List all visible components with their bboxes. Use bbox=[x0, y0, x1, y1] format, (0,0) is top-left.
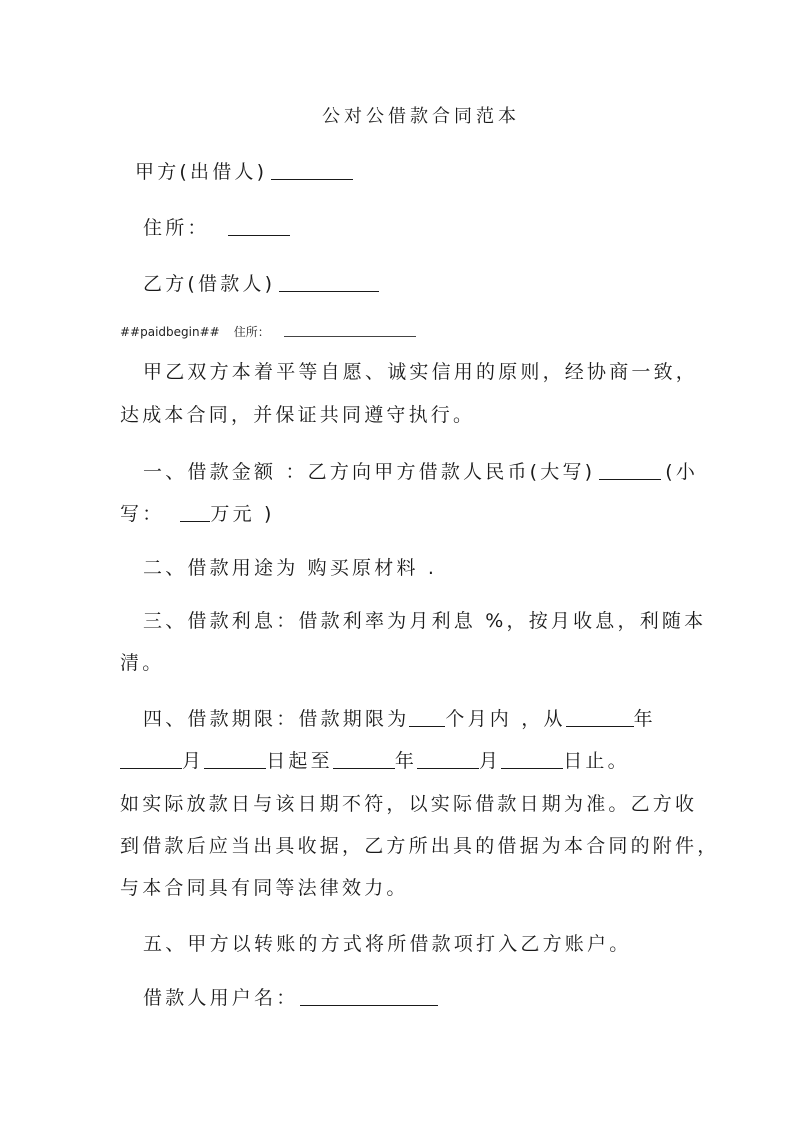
clause3-line-2: 清。 bbox=[120, 652, 165, 674]
end-day-blank[interactable] bbox=[501, 750, 563, 769]
clause4-from-text: 个月内 ，从 bbox=[445, 708, 566, 730]
party-b-label: 乙方(借款人) bbox=[143, 273, 276, 295]
party-b-blank[interactable] bbox=[279, 273, 379, 292]
clause1-text: 一、借款金额 ：乙方向甲方借款人民币(大写) bbox=[143, 461, 596, 483]
start-month-blank[interactable] bbox=[120, 750, 182, 769]
borrower-account-line bbox=[143, 986, 438, 1010]
party-a-label: 甲方(出借人) bbox=[135, 161, 268, 183]
intro-line-2: 达成本合同，并保证共同遵守执行。 bbox=[120, 404, 476, 426]
paid-marker-line bbox=[120, 320, 416, 344]
paid-marker: ##paidbegin## bbox=[120, 325, 220, 339]
clause5-line: 五、甲方以转账的方式将所借款项打入乙方账户。 bbox=[143, 933, 632, 955]
party-b-line bbox=[143, 272, 379, 296]
end-month-label: 月 bbox=[479, 750, 502, 772]
start-year-blank[interactable] bbox=[566, 708, 634, 727]
amount-uppercase-blank[interactable] bbox=[599, 461, 661, 480]
clause4-line-1 bbox=[143, 707, 656, 731]
clause1-line-2 bbox=[120, 502, 275, 526]
clause1-line-1 bbox=[143, 460, 698, 484]
clause1-line2-prefix: 写： bbox=[120, 503, 165, 525]
clause4-term-text: 四、借款期限：借款期限为 bbox=[143, 708, 410, 730]
clause4-line-5: 与本合同具有同等法律效力。 bbox=[120, 877, 409, 899]
party-a-blank[interactable] bbox=[271, 161, 353, 180]
clause4-line-4: 到借款后应当出具收据，乙方所出具的借据为本合同的附件， bbox=[120, 835, 720, 857]
borrower-account-label: 借款人用户名： bbox=[143, 987, 299, 1009]
clause1-line2-suffix: 万元 ) bbox=[210, 503, 275, 525]
intro-line-1: 甲乙双方本着平等自愿、诚实信用的原则，经协商一致， bbox=[143, 361, 699, 383]
party-b-address-blank[interactable] bbox=[284, 326, 416, 337]
start-day-blank[interactable] bbox=[204, 750, 266, 769]
clause4-line-3: 如实际放款日与该日期不符，以实际借款日期为准。乙方收 bbox=[120, 793, 698, 815]
clause4-line-2 bbox=[120, 749, 630, 773]
end-month-blank[interactable] bbox=[417, 750, 479, 769]
clause1-suffix: (小 bbox=[665, 461, 699, 483]
borrower-account-blank[interactable] bbox=[300, 987, 438, 1006]
month-label: 月 bbox=[182, 750, 205, 772]
end-day-label: 日止。 bbox=[563, 750, 630, 772]
clause3-line-1: 三、借款利息：借款利率为月利息 %，按月收息，利随本 bbox=[143, 610, 707, 632]
term-months-blank[interactable] bbox=[409, 708, 445, 727]
day-from-label: 日起至 bbox=[266, 750, 333, 772]
party-a-line bbox=[135, 160, 353, 184]
clause2-line: 二、借款用途为 购买原材料 . bbox=[143, 557, 438, 579]
party-a-address-label: 住所： bbox=[143, 217, 210, 239]
party-a-address-blank[interactable] bbox=[228, 217, 290, 236]
document-title: 公对公借款合同范本 bbox=[322, 106, 520, 127]
end-year-blank[interactable] bbox=[333, 750, 395, 769]
party-a-address-line bbox=[143, 216, 290, 240]
year-label: 年 bbox=[633, 708, 656, 730]
party-b-address-label: 住所： bbox=[233, 325, 270, 339]
amount-number-blank[interactable] bbox=[180, 503, 210, 522]
end-year-label: 年 bbox=[394, 750, 418, 772]
